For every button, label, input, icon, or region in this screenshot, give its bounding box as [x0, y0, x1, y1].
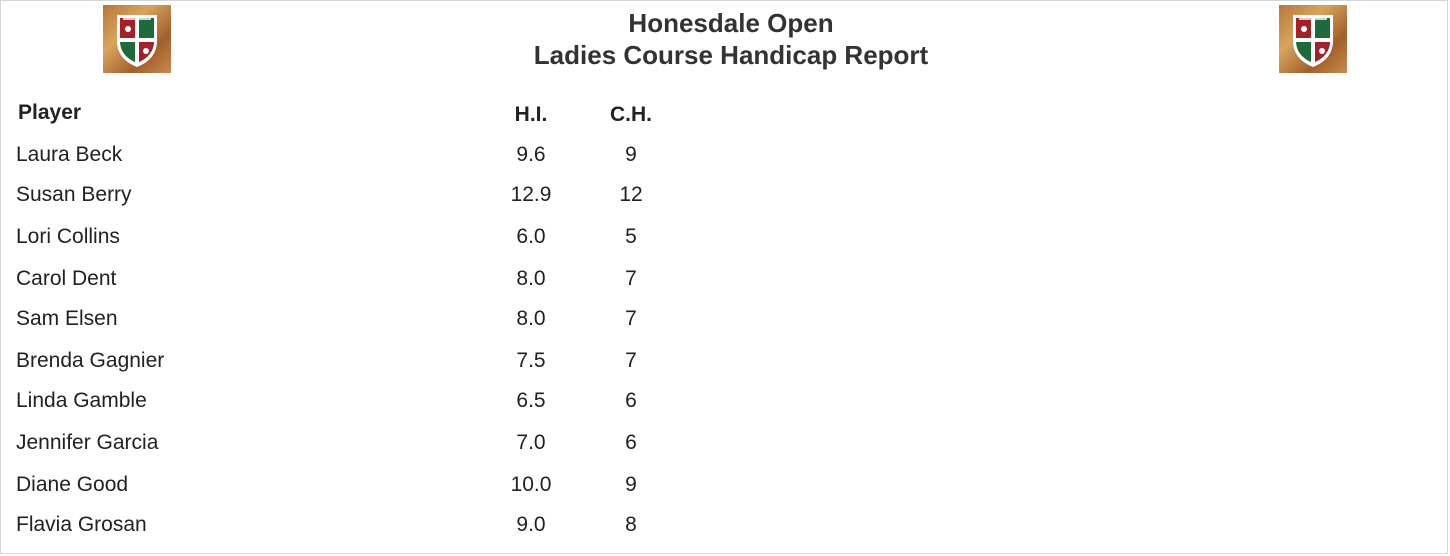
- handicap-index: 6.5: [516, 389, 546, 412]
- player-name: Lori Collins: [16, 225, 120, 248]
- handicap-index: 8.0: [516, 267, 546, 290]
- report-title: Honesdale Open: [628, 8, 834, 38]
- course-handicap: 9: [625, 143, 637, 166]
- player-name: Laura Beck: [16, 143, 123, 166]
- course-handicap: 7: [625, 267, 637, 290]
- course-handicap: 8: [625, 513, 637, 536]
- course-handicap: 7: [625, 349, 637, 372]
- course-handicap: 12: [619, 183, 643, 206]
- course-handicap: 7: [625, 307, 637, 330]
- player-name: Sam Elsen: [16, 307, 118, 330]
- column-header-player: Player: [18, 101, 82, 124]
- handicap-index: 6.0: [516, 225, 546, 248]
- course-handicap: 9: [625, 473, 637, 496]
- handicap-index: 7.0: [516, 431, 546, 454]
- player-name: Flavia Grosan: [16, 513, 147, 536]
- course-handicap: 5: [625, 225, 637, 248]
- handicap-index: 9.0: [516, 513, 546, 536]
- player-name: Brenda Gagnier: [16, 349, 165, 372]
- course-handicap: 6: [625, 431, 637, 454]
- player-name: Diane Good: [16, 473, 129, 496]
- player-name: Susan Berry: [16, 183, 132, 206]
- column-header-ch: C.H.: [610, 103, 652, 126]
- handicap-index: 8.0: [516, 307, 546, 330]
- column-header-hi: H.I.: [514, 103, 548, 126]
- report-header: [1, 7, 1450, 71]
- handicap-index: 12.9: [510, 183, 552, 206]
- player-name: Jennifer Garcia: [16, 431, 159, 454]
- player-name: Carol Dent: [16, 267, 117, 290]
- handicap-index: 7.5: [516, 349, 546, 372]
- handicap-index: 9.6: [516, 143, 546, 166]
- player-name: Linda Gamble: [16, 389, 147, 412]
- handicap-index: 10.0: [510, 473, 552, 496]
- course-handicap: 6: [625, 389, 637, 412]
- report-subtitle: Ladies Course Handicap Report: [533, 40, 929, 70]
